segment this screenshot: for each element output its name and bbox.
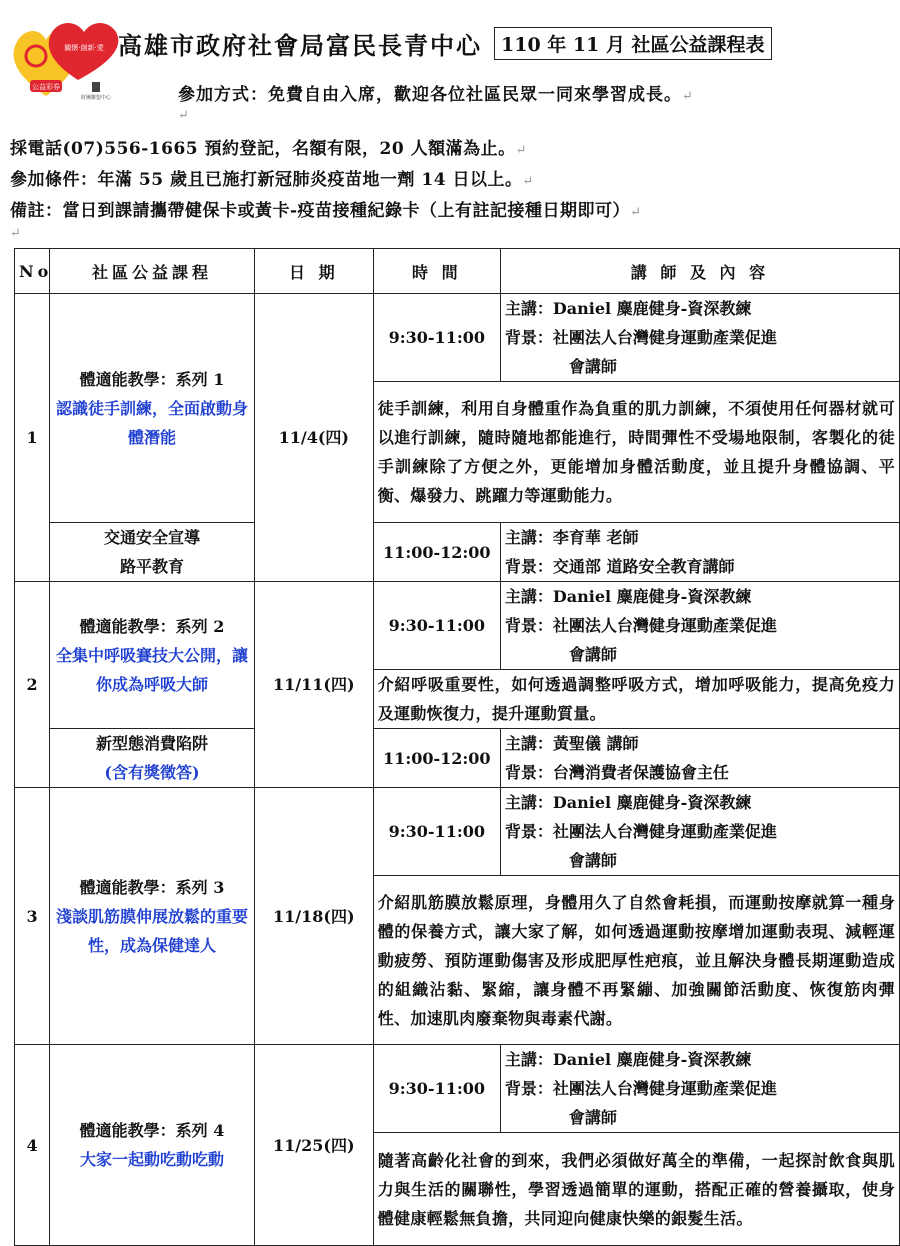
course-subtitle: 認識徒手訓練，全面啟動身體潛能 (55, 398, 248, 447)
session-time: 11:00-12:00 (373, 729, 500, 788)
course-title: 體適能教學：系列 4 (79, 1121, 225, 1140)
speaker-bg-cont: 會講師 (568, 1108, 617, 1127)
session-date: 11/11(四) (254, 582, 373, 788)
course-description: 隨著高齡化社會的到來，我們必須做好萬全的準備，一起探討飲食與肌力與生活的關聯性，學習透過簡單的運動，搭配正確的營養攝取，使身體健康輕鬆無負擔，共同迎向健康快樂的銀髮生活。 (373, 1133, 899, 1246)
badge-text: 公益彩券 (32, 83, 60, 91)
speaker-cell (500, 1045, 899, 1133)
table-row (15, 1045, 900, 1133)
header-date: 日 期 (254, 249, 373, 294)
course-title: 交通安全宣導 (103, 528, 200, 547)
org-title: 高雄市政府社會局富民長青中心 (118, 30, 482, 60)
note-line: 備註：當日到課請攜帶健保卡或黃卡-疫苗接種紀錄卡（上有註記接種日期即可）↵ (10, 201, 642, 221)
table-row (15, 582, 900, 670)
session-time: 9:30-11:00 (373, 1045, 500, 1133)
session-no: 1 (15, 294, 50, 582)
speaker-cell (500, 582, 899, 670)
course-cell (50, 788, 255, 1045)
course-title: 體適能教學：系列 3 (79, 877, 225, 897)
header-time: 時 間 (373, 249, 500, 294)
join-method (178, 80, 694, 105)
speaker-bg: 背景：社團法人台灣健身運動產業促進 (504, 616, 777, 635)
condition-line: 參加條件：年滿 55 歲且已施打新冠肺炎疫苗地一劑 14 日以上。↵ (10, 170, 534, 190)
course-subtitle: 路平教育 (119, 557, 184, 576)
speaker-bg: 背景：台灣消費者保護協會主任 (504, 763, 729, 782)
session-no: 3 (15, 788, 50, 1045)
course-subtitle: (含有獎徵答) (104, 763, 200, 782)
return-mark: ↵ (178, 108, 189, 123)
course-cell (50, 582, 255, 729)
small-logo-text: 財團聯盟中心 (80, 95, 112, 100)
table-row (15, 729, 900, 788)
speaker-main: 主講：李育華 老師 (504, 528, 639, 547)
table-row (15, 788, 900, 876)
header-content: 講 師 及 內 容 (500, 249, 899, 294)
session-no: 4 (15, 1045, 50, 1246)
info-block (10, 134, 641, 227)
course-subtitle: 大家一起動吃動吃動 (79, 1150, 224, 1169)
speaker-bg: 背景：社團法人台灣健身運動產業促進 (504, 1079, 777, 1098)
course-cell (50, 1045, 255, 1246)
speaker-cell (500, 523, 899, 582)
speaker-bg: 背景：社團法人台灣健身運動產業促進 (504, 822, 777, 841)
course-subtitle: 淺談肌筋膜伸展放鬆的重要性，成為保健達人 (55, 906, 248, 955)
speaker-cell (500, 788, 899, 876)
return-mark: ↵ (682, 89, 694, 104)
return-mark: ↵ (10, 226, 21, 241)
title-line (118, 24, 772, 62)
header-course: 社區公益課程 (50, 249, 255, 294)
course-description: 徒手訓練，利用自身體重作為負重的肌力訓練，不須使用任何器材就可以進行訓練，隨時隨地都能進行，時間彈性不受場地限制，客製化的徒手訓練除了方便之外，更能增加身體活動度，並且提升身體協調、平衡、爆發力、跳躍力等運動能力。 (373, 382, 899, 523)
speaker-bg: 背景：交通部 道路安全教育講師 (504, 557, 735, 576)
table-header-row (15, 249, 900, 294)
course-table (14, 248, 900, 1246)
course-title: 體適能教學：系列 2 (79, 616, 225, 636)
session-date: 11/18(四) (254, 788, 373, 1045)
session-date: 11/25(四) (254, 1045, 373, 1246)
speaker-bg-cont: 會講師 (568, 851, 617, 870)
speaker-main: 主講：Daniel 麋鹿健身-資深教練 (504, 793, 752, 812)
course-cell (50, 294, 255, 523)
speaker-main: 主講：黃聖儀 講師 (504, 734, 639, 753)
course-description: 介紹呼吸重要性，如何透過調整呼吸方式，增加呼吸能力，提高免疫力及運動恢復力，提升運動質量。 (373, 670, 899, 729)
session-time: 9:30-11:00 (373, 582, 500, 670)
session-time: 9:30-11:00 (373, 294, 500, 382)
course-title: 新型態消費陷阱 (95, 734, 208, 753)
course-cell (50, 523, 255, 582)
course-subtitle: 全集中呼吸賽技大公開，讓你成為呼吸大師 (55, 645, 248, 694)
speaker-bg-cont: 會講師 (568, 645, 617, 664)
session-no: 2 (15, 582, 50, 788)
speaker-cell (500, 729, 899, 788)
join-method-text: 參加方式：免費自由入席，歡迎各位社區民眾一同來學習成長。 (178, 85, 682, 105)
speaker-main: 主講：Daniel 麋鹿健身-資深教練 (504, 1050, 752, 1069)
heart-logo-icon (6, 16, 124, 100)
session-time: 9:30-11:00 (373, 788, 500, 876)
speaker-main: 主講：Daniel 麋鹿健身-資深教練 (504, 587, 752, 606)
header-no: No (15, 249, 50, 294)
speaker-cell (500, 294, 899, 382)
heart-text: 關懷‧創新‧愛 (64, 44, 104, 52)
speaker-main: 主講：Daniel 麋鹿健身-資深教練 (504, 299, 752, 318)
course-title: 體適能教學：系列 1 (79, 369, 225, 389)
speaker-bg: 背景：社團法人台灣健身運動產業促進 (504, 328, 777, 347)
course-cell (50, 729, 255, 788)
speaker-bg-cont: 會講師 (568, 357, 617, 376)
period-box: 110 年 11 月 社區公益課程表 (494, 27, 772, 60)
logo (6, 16, 124, 100)
table-row (15, 294, 900, 382)
session-time: 11:00-12:00 (373, 523, 500, 582)
session-date: 11/4(四) (254, 294, 373, 582)
table-row (15, 523, 900, 582)
phone-line: 採電話(07)556-1665 預約登記，名額有限，20 人額滿為止。↵ (10, 139, 527, 159)
course-description: 介紹肌筋膜放鬆原理，身體用久了自然會耗損，而運動按摩就算一種身體的保養方式，讓大家了解，如何透過運動按摩增加運動表現、減輕運動疲勞、預防運動傷害及形成肥厚性疤痕，並且解決身體長期運動造成的組織沾黏、緊縮，讓身體不再緊繃、加強關節活動度、恢復筋肉彈性、加速肌肉廢棄物與毒素代謝。 (373, 876, 899, 1045)
